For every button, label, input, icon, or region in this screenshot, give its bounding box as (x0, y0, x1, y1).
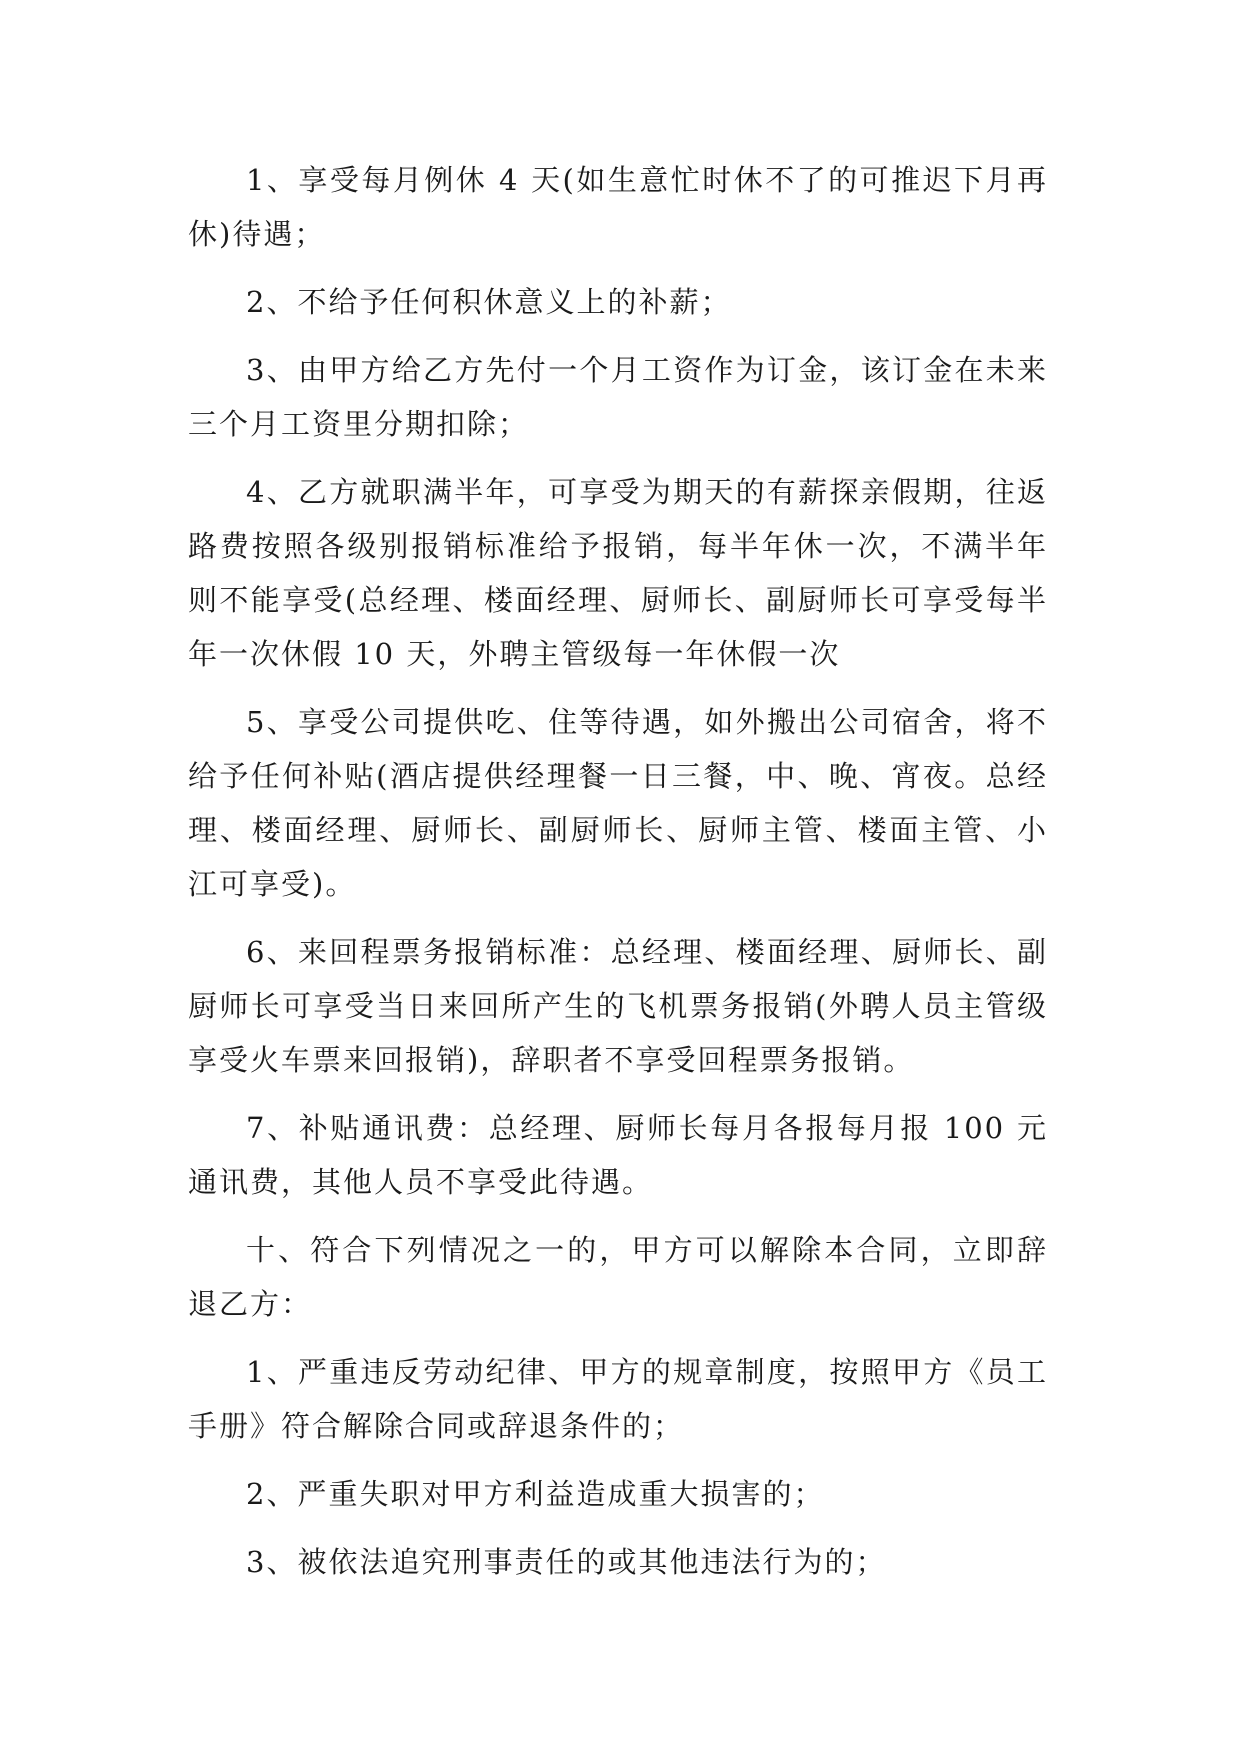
paragraph-deposit: 3、由甲方给乙方先付一个月工资作为订金，该订金在未来三个月工资里分期扣除； (188, 353, 1048, 441)
section-ten-heading: 十、符合下列情况之一的，甲方可以解除本合同，立即辞退乙方： (188, 1233, 1048, 1321)
paragraph-phone-allowance: 7、补贴通讯费：总经理、厨师长每月各报每月报 100 元通讯费，其他人员不享受此待遇。 (188, 1111, 1048, 1199)
paragraph-home-leave: 4、乙方就职满半年，可享受为期天的有薪探亲假期，往返路费按照各级别报销标准给予报销，每半年休一次，不满半年则不能享受(总经理、楼面经理、厨师长、副厨师长可享受每半年一次休假 10 天，外聘主管级每一年休假一次 (188, 475, 1048, 671)
paragraph-rest-days: 1、享受每月例休 4 天(如生意忙时休不了的可推迟下月再休)待遇； (188, 163, 1048, 251)
paragraph-criminal-liability: 3、被依法追究刑事责任的或其他违法行为的； (246, 1545, 887, 1579)
paragraph-no-compensation: 2、不给予任何积休意义上的补薪； (246, 285, 732, 319)
paragraph-dereliction: 2、严重失职对甲方利益造成重大损害的； (246, 1477, 825, 1511)
paragraph-meals-housing: 5、享受公司提供吃、住等待遇，如外搬出公司宿舍，将不给予任何补贴(酒店提供经理餐一日三餐，中、晚、宵夜。总经理、楼面经理、厨师长、副厨师长、厨师主管、楼面主管、小江可享受)。 (188, 705, 1048, 901)
paragraph-discipline-violation: 1、严重违反劳动纪律、甲方的规章制度，按照甲方《员工手册》符合解除合同或辞退条件的； (188, 1355, 1048, 1443)
paragraph-travel-reimbursement: 6、来回程票务报销标准：总经理、楼面经理、厨师长、副厨师长可享受当日来回所产生的飞机票务报销(外聘人员主管级享受火车票来回报销)，辞职者不享受回程票务报销。 (188, 935, 1048, 1077)
document-body (188, 153, 1048, 1603)
